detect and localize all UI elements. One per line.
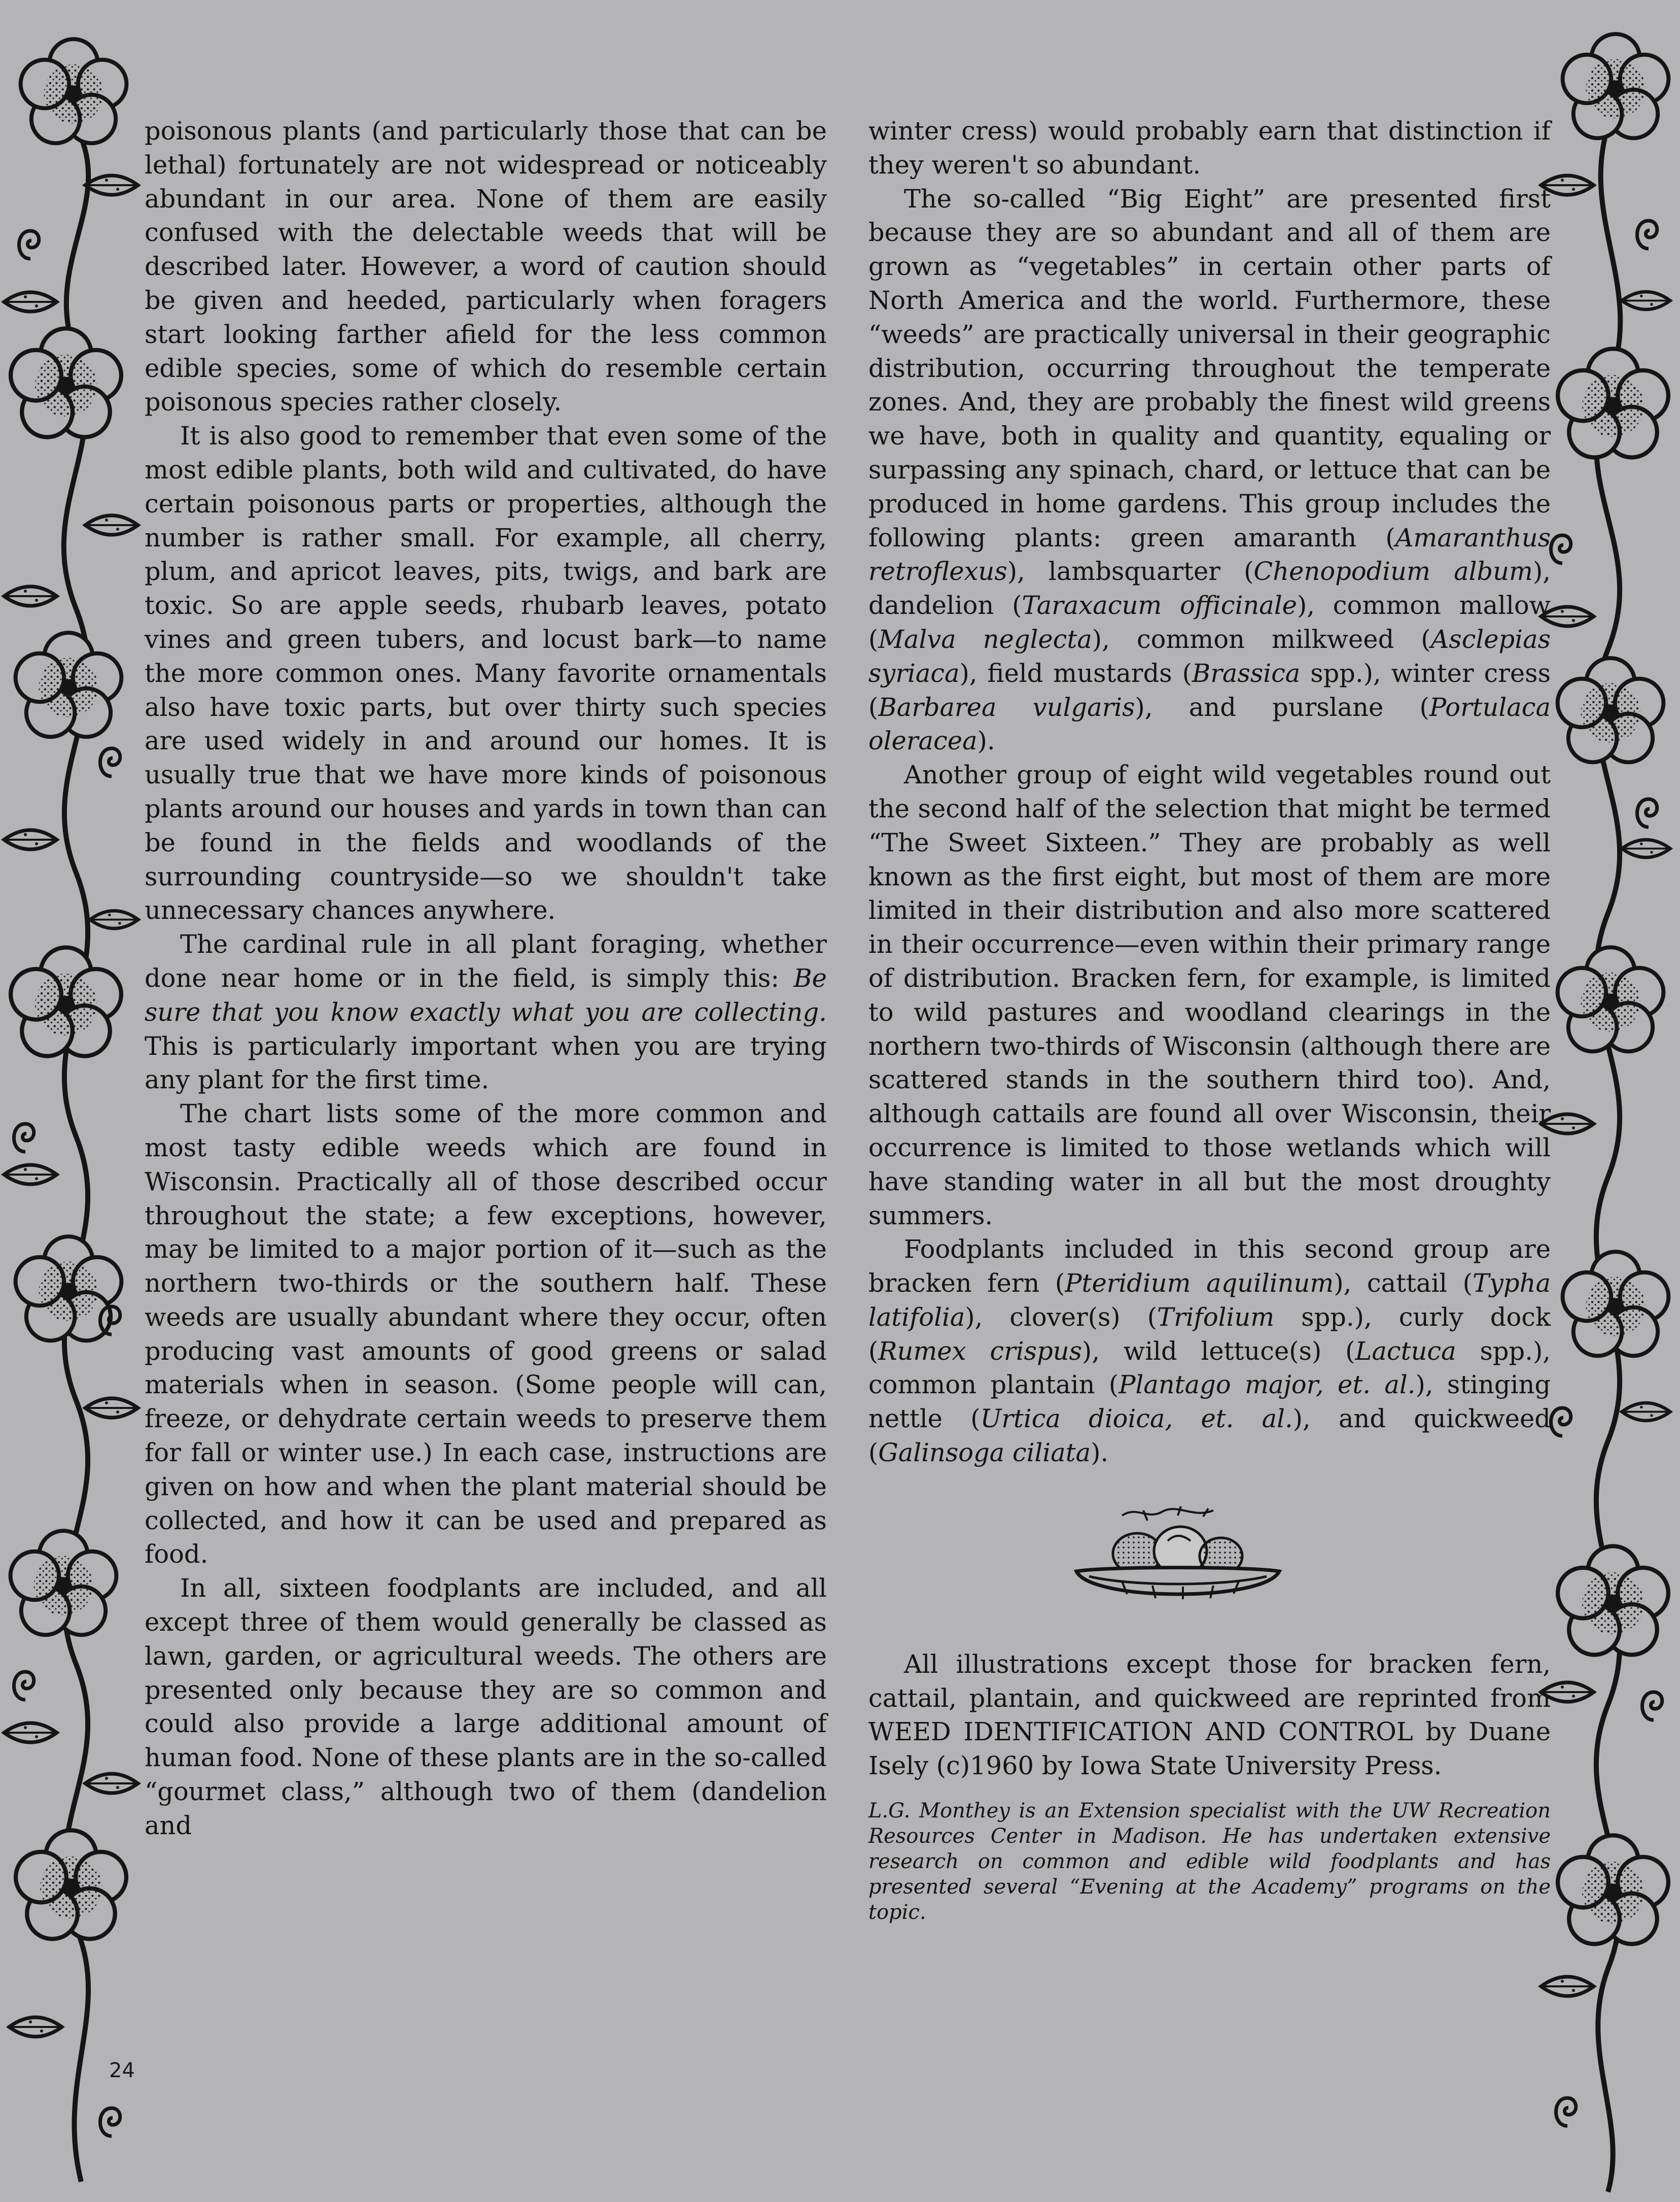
tendril-icon <box>19 231 39 259</box>
text-run: ), wild lettuce(s) ( <box>1082 1336 1355 1366</box>
leaf-icon <box>85 1774 138 1793</box>
flower-icon <box>1558 947 1664 1051</box>
right-text-column <box>868 114 1551 1925</box>
paragraph <box>868 1232 1551 1470</box>
text-run: spp.), common plantain ( <box>868 1336 1551 1400</box>
text-run: ), cattail ( <box>1334 1268 1473 1298</box>
text-run: ), common mallow ( <box>868 591 1551 654</box>
text-run: Foodplants included in this second group are bracken fern ( <box>868 1234 1551 1298</box>
species-name: Brassica <box>1192 658 1301 688</box>
leaf-icon <box>1622 1403 1670 1421</box>
species-name: Malva neglecta <box>878 624 1092 654</box>
species-name: Amaranthus retroflexus <box>868 523 1551 587</box>
tendril-icon <box>1637 799 1657 827</box>
paragraph: The chart lists some of the more common and most tasty edible weeds which are found in Wisconsin. Practically all of those described occur throughout the state; a few exceptions, however, may be limited to a major portion of it—such as the northern two-thirds or the southern half. These weeds are usually abundant where they occur, often producing vast amounts of good greens or salad materials when in season. (Some people will can, freeze, or dehydrate certain weeds to preserve them for fall or winter use.) In each case, instructions are given on how and when the plant material should be collected, and how it can be used and prepared as food. <box>145 1099 827 1569</box>
leaf-icon <box>85 176 138 195</box>
species-name: Lactuca <box>1355 1336 1456 1366</box>
species-name: Barbarea vulgaris <box>878 692 1135 722</box>
tendril-icon <box>1551 535 1571 563</box>
text-run: ), stinging nettle ( <box>868 1370 1551 1434</box>
flower-icon <box>1563 34 1669 138</box>
species-name: Typha latifolia <box>868 1268 1551 1332</box>
paragraph <box>868 182 1551 759</box>
leaf-icon <box>1541 1977 1594 1996</box>
flower-icon <box>1558 349 1668 457</box>
tendril-icon <box>100 2108 120 2136</box>
flower-icon <box>21 39 127 143</box>
paragraph: Another group of eight wild vegetables round out the second half of the selection that might be termed “The Sweet Sixteen.” They are probably as well known as the first eight, but most of them are more limited in their distribution and also more scattered in their occurrence—even within their primary range of distribution. Bracken fern, for example, is limited to wild pastures and woodland clearings in the northern two-thirds of Wisconsin (although there are scattered stands in the southern third too). And, although cattails are found all over Wisconsin, their occurrence is limited to those wetlands which will have standing water in all but the most droughty summers. <box>868 760 1551 1230</box>
leaf-icon <box>4 292 57 312</box>
species-name: Galinsoga ciliata <box>878 1438 1091 1468</box>
right-flower-vine-border <box>1532 0 1680 2202</box>
tendril-icon <box>14 1124 34 1152</box>
flower-icon <box>1558 658 1664 762</box>
text-run: The cardinal rule in all plant foraging, whether done near home or in the field, is simply this: <box>145 930 827 993</box>
text-run: spp.), curly dock ( <box>868 1302 1551 1366</box>
left-text-column <box>145 114 827 1843</box>
leaf-icon <box>90 911 138 928</box>
tendril-icon <box>1637 221 1657 249</box>
leaf-icon <box>4 1165 57 1184</box>
text-run: ), dandelion ( <box>868 557 1551 621</box>
leaf-icon <box>1622 840 1670 857</box>
species-name: Taraxacum officinale <box>1022 591 1297 621</box>
page-number: 24 <box>109 2059 135 2082</box>
text-run: ). <box>1091 1438 1109 1468</box>
species-name: Portulaca oleracea <box>868 692 1551 756</box>
fruit-bowl-icon <box>1061 1505 1294 1612</box>
text-run: ), clover(s) ( <box>965 1302 1158 1332</box>
text-run: spp.), winter cress ( <box>868 658 1551 722</box>
emphasis: Be sure that you know exactly what you are collecting. <box>145 963 827 1027</box>
species-name: Chenopodium album <box>1253 557 1533 587</box>
tendril-icon <box>1551 1408 1571 1436</box>
left-flower-vine-border <box>0 0 152 2202</box>
text-run: ), and quickweed ( <box>868 1404 1551 1468</box>
tendril-icon <box>14 1672 34 1700</box>
text-run: ), lambsquarter ( <box>1007 557 1254 587</box>
flower-icon <box>1563 1252 1669 1356</box>
leaf-icon <box>9 2017 62 2037</box>
author-bio: L.G. Monthey is an Extension specialist with the UW Recreation Resources Center in Madison. He has undertaken extensive research on common and edible wild foodplants and has presented several “Evening at the Academy” programs on the topic. <box>868 1799 1551 1924</box>
species-name: Trifolium <box>1157 1302 1275 1332</box>
flower-icon <box>16 1830 126 1939</box>
text-run: ). <box>977 726 995 756</box>
leaf-icon <box>1622 292 1670 309</box>
tendril-icon <box>1556 2098 1576 2126</box>
paragraph: winter cress) would probably earn that distinction if they weren't so abundant. <box>868 116 1551 180</box>
leaf-icon <box>85 515 138 535</box>
tendril-icon <box>100 748 120 776</box>
leaf-icon <box>4 587 57 606</box>
text-run: ), common milkweed ( <box>1092 624 1431 654</box>
species-name: Plantago major, et. al. <box>1118 1370 1416 1400</box>
flower-icon <box>16 1236 122 1340</box>
flower-icon <box>1558 1835 1668 1944</box>
species-name: Urtica dioica, et. al. <box>980 1404 1293 1434</box>
species-name: Pteridium aquilinum <box>1065 1268 1334 1298</box>
leaf-icon <box>4 1723 57 1742</box>
text-run: ), and purslane ( <box>1135 692 1429 722</box>
text-run: The so-called “Big Eight” are presented first because they are so abundant and all of them are grown as “vegetables” in certain other parts of North America and the world. Furthermore, these “weeds” are practically universal in their geographic distribution, occurring throughout the temperate zones. And, they are probably the finest wild greens we have, both in quality and quantity, equaling or surpassing any spinach, chard, or lettuce that can be produced in home gardens. This group includes the following plants: green amaranth ( <box>868 184 1551 553</box>
flower-icon <box>11 1531 117 1635</box>
paragraph: poisonous plants (and particularly those that can be lethal) fortunately are not widespread or noticeably abundant in our area. None of them are easily confused with the delectable weeds that will be described later. However, a word of caution should be given and heeded, particularly when foragers start looking farther afield for the less common edible species, some of which do resemble certain poisonous species rather closely. <box>145 116 827 417</box>
leaf-icon <box>85 1398 138 1418</box>
text-run: This is particularly important when you are trying any plant for the first time. <box>145 1031 827 1095</box>
leaf-icon <box>4 830 57 849</box>
flower-icon <box>11 328 121 437</box>
paragraph: It is also good to remember that even some of the most edible plants, both wild and cultivated, do have certain poisonous parts or properties, although the number is rather small. For example, all cherry, plum, and apricot leaves, pits, twigs, and bark are toxic. So are apple seeds, rhubarb leaves, potato vines and green tubers, and locust bark—to name the more common ones. Many favorite ornamentals also have toxic parts, but over thirty such species are used widely in and around our homes. It is usually true that we have more kinds of poisonous plants around our houses and yards in town than can be found in the fields and woodlands of the surrounding countryside—so we shouldn't take unnecessary chances anywhere. <box>145 421 827 925</box>
flower-icon <box>16 633 122 737</box>
illustration-credits: All illustrations except those for bracken fern, cattail, plantain, and quickweed are reprinted from WEED IDENTIFICATION AND CONTROL by Duane Isely (c)1960 by Iowa State University Press. <box>868 1649 1551 1781</box>
tendril-icon <box>1642 1692 1662 1720</box>
flower-icon <box>11 947 121 1056</box>
paragraph: In all, sixteen foodplants are included, and all except three of them would generally be classed as lawn, garden, or agricultural weeds. The others are presented only because they are so common and could also provide a large additional amount of human food. None of these plants are in the so-called “gourmet class,” although two of them (dandelion and <box>145 1573 827 1840</box>
species-name: Rumex crispus <box>878 1336 1082 1366</box>
flower-icon <box>1558 1546 1668 1655</box>
paragraph <box>145 927 827 1097</box>
text-run: ), field mustards ( <box>959 658 1192 688</box>
species-name: Asclepias syriaca <box>868 624 1551 688</box>
